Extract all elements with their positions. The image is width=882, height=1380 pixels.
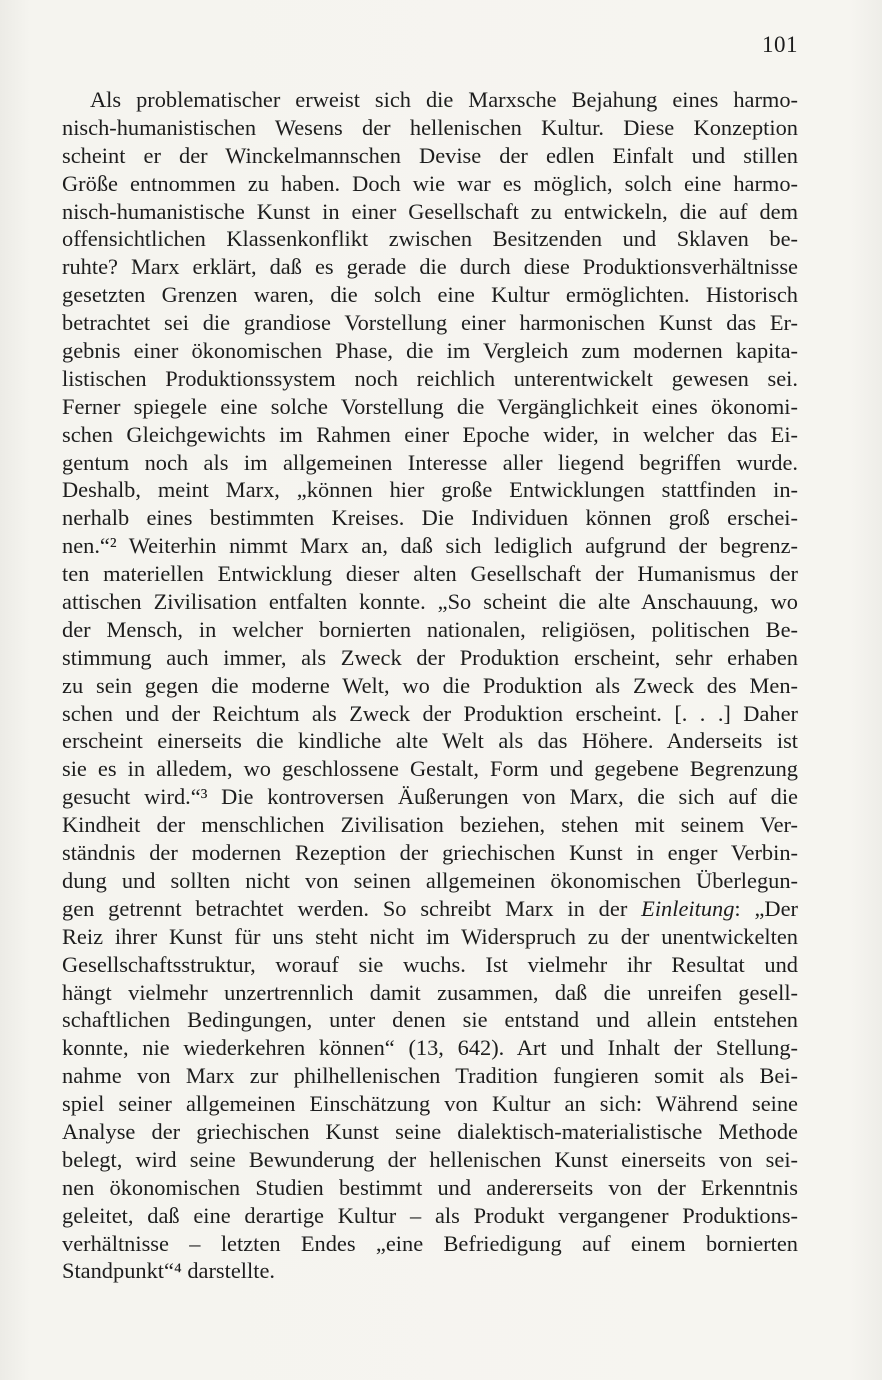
text-line: nisch-humanistische Kunst in einer Gesellschaft zu entwickeln, die auf dem [62, 198, 798, 224]
text-line: ten materiellen Entwicklung dieser alten Gesellschaft der Humanismus der [62, 561, 798, 587]
text-line: scheint er der Winckelmannschen Devise der edlen Einfalt und stillen [62, 142, 798, 168]
italic-title-einleitung: Einleitung [641, 895, 735, 921]
text-line: Standpunkt“⁴ darstellte. [62, 1258, 276, 1284]
text-line: stimmung auch immer, als Zweck der Produktion erscheint, sehr erhaben [62, 644, 798, 670]
text-line: gesucht wird.“³ Die kontroversen Äußerungen von Marx, die sich auf die [62, 784, 798, 810]
text-line: schen und der Reichtum als Zweck der Produktion erscheint. [. . .] Daher [62, 700, 798, 726]
text-line: konnte, nie wiederkehren können“ (13, 642). Art und Inhalt der Stellung- [62, 1035, 798, 1061]
text-line: attischen Zivilisation entfalten konnte. „So scheint die alte Anschauung, wo [62, 589, 798, 615]
text-line: belegt, wird seine Bewunderung der hellenischen Kunst einerseits von sei- [62, 1146, 798, 1172]
text-line: geleitet, daß eine derartige Kultur – als Produkt vergangener Produktions- [62, 1202, 798, 1228]
text-line: nen ökonomischen Studien bestimmt und andererseits von der Erkenntnis [62, 1174, 798, 1200]
body-paragraph [62, 86, 798, 1285]
text-line: erscheint einerseits die kindliche alte Welt als das Höhere. Anderseits ist [62, 728, 798, 754]
text-line: Analyse der griechischen Kunst seine dialektisch-materialistische Methode [62, 1118, 798, 1144]
text-line: listischen Produktionssystem noch reichlich unterentwickelt gewesen sei. [62, 365, 798, 391]
text-line: zu sein gegen die moderne Welt, wo die Produktion als Zweck des Men- [62, 672, 798, 698]
text-line: ständnis der modernen Rezeption der griechischen Kunst in enger Verbin- [62, 840, 798, 866]
text-line: nen.“² Weiterhin nimmt Marx an, daß sich lediglich aufgrund der begrenz- [62, 533, 798, 559]
text-line: gesetzten Grenzen waren, die solch eine Kultur ermöglichten. Historisch [62, 282, 798, 308]
text-line: schaftlichen Bedingungen, unter denen sie entstand und allein entstehen [62, 1007, 798, 1033]
text-line: schen Gleichgewichts im Rahmen einer Epoche wider, in welcher das Ei- [62, 421, 798, 447]
text-line: Kindheit der menschlichen Zivilisation beziehen, stehen mit seinem Ver- [62, 812, 798, 838]
text-line: gebnis einer ökonomischen Phase, die im Vergleich zum modernen kapita- [62, 338, 798, 364]
text-line: hängt vielmehr unzertrennlich damit zusammen, daß die unreifen gesell- [62, 979, 798, 1005]
text-line: nerhalb eines bestimmten Kreises. Die Individuen können groß erschei- [62, 505, 798, 531]
text-line: Gesellschaftsstruktur, worauf sie wuchs. Ist vielmehr ihr Resultat und [62, 951, 798, 977]
text-line: Größe entnommen zu haben. Doch wie war es möglich, solch eine harmo- [62, 170, 798, 196]
text-line: Als problematischer erweist sich die Marxsche Bejahung eines harmo- [90, 87, 798, 112]
text-line-head: gen getrennt betrachtet werden. So schreibt Marx in der [62, 895, 642, 921]
text-line: gentum noch als im allgemeinen Interesse aller liegend begriffen wurde. [62, 449, 798, 475]
text-line: nisch-humanistischen Wesens der hellenischen Kultur. Diese Konzeption [62, 114, 798, 140]
text-line: verhältnisse – letzten Endes „eine Befriedigung auf einem bornierten [62, 1230, 798, 1256]
text-line: Reiz ihrer Kunst für uns steht nicht im Widerspruch zu der unentwickelten [62, 923, 798, 949]
text-line-tail: : „Der [734, 895, 798, 921]
text-line: Deshalb, meint Marx, „können hier große Entwicklungen stattfinden in- [62, 477, 798, 503]
text-line: dung und sollten nicht von seinen allgemeinen ökonomischen Überlegun- [62, 867, 798, 893]
text-line-with-italic [62, 895, 798, 923]
text-line: nahme von Marx zur philhellenischen Tradition fungieren somit als Bei- [62, 1063, 798, 1089]
text-line: sie es in alledem, wo geschlossene Gestalt, Form und gegebene Begrenzung [62, 756, 798, 782]
text-line: offensichtlichen Klassenkonflikt zwischen Besitzenden und Sklaven be- [62, 226, 798, 252]
text-line: Ferner spiegele eine solche Vorstellung die Vergänglichkeit eines ökonomi- [62, 393, 798, 419]
text-line: spiel seiner allgemeinen Einschätzung von Kultur an sich: Während seine [62, 1091, 798, 1117]
page-number: 101 [762, 32, 798, 57]
text-line: betrachtet sei die grandiose Vorstellung einer harmonischen Kunst das Er- [62, 310, 798, 336]
text-line: der Mensch, in welcher bornierten nationalen, religiösen, politischen Be- [62, 616, 798, 642]
text-line: ruhte? Marx erklärt, daß es gerade die durch diese Produktionsverhältnisse [62, 254, 798, 280]
